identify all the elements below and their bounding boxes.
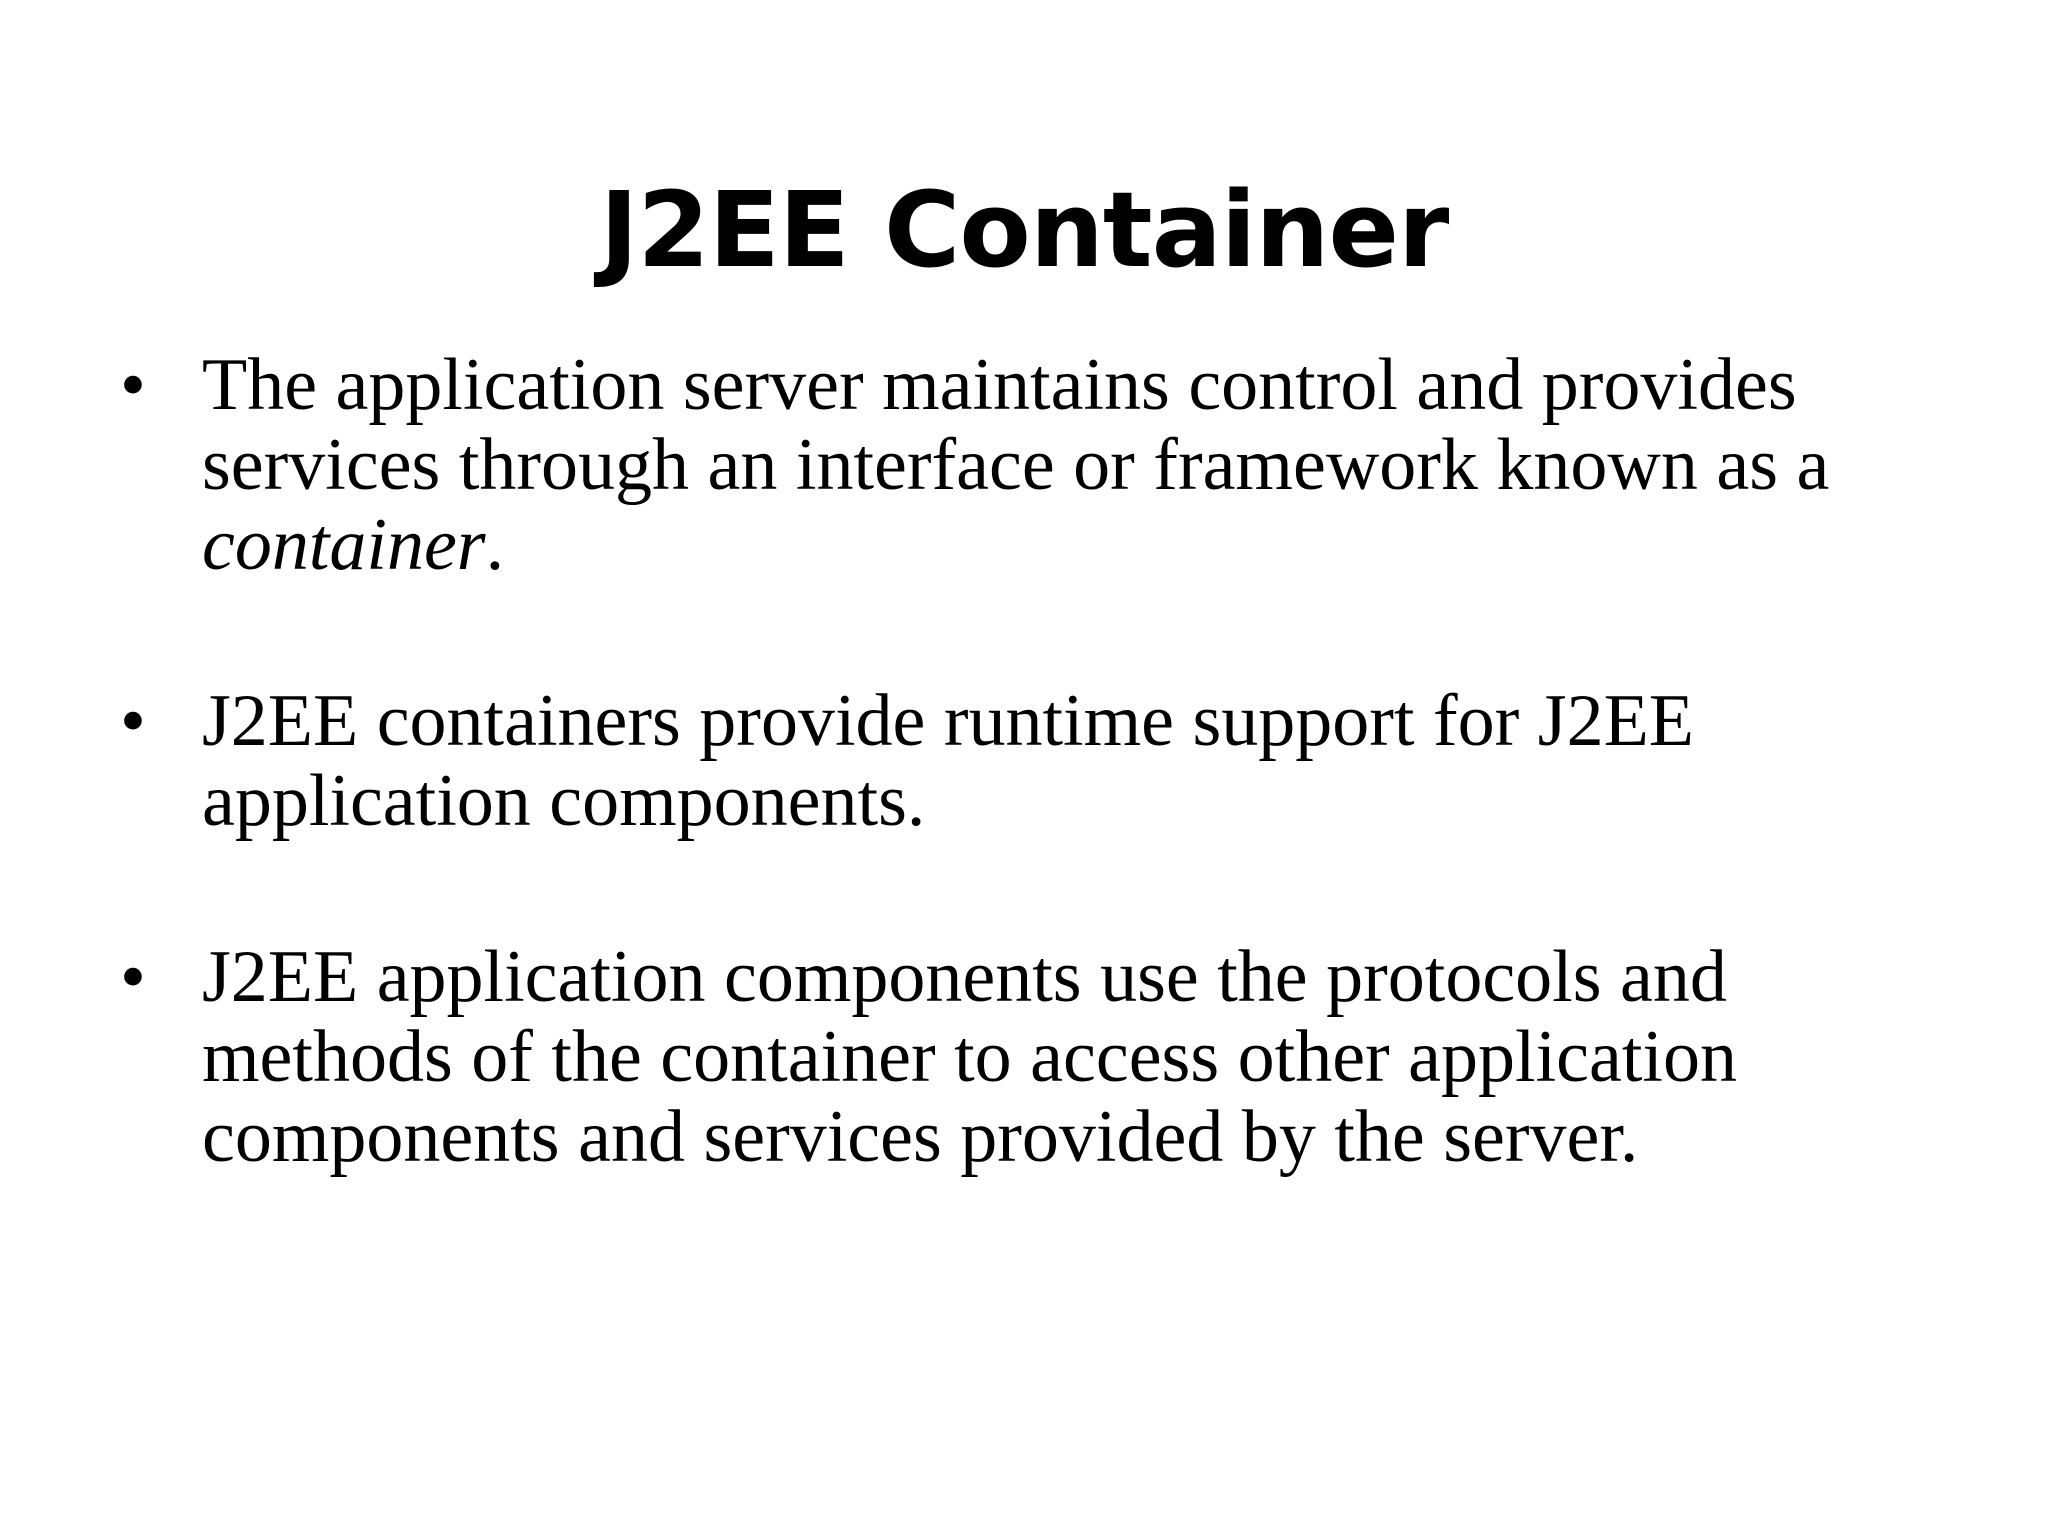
bullet-item-component-access (120, 937, 1840, 1177)
bullet-marker: • (120, 936, 146, 1018)
bullet-item-container-definition (120, 345, 1840, 585)
bullet-text: J2EE application components use the protocols and methods of the container to access other application components and services provided by the server. (202, 936, 1737, 1178)
bullet-text: J2EE containers provide runtime support for J2EE application components. (202, 680, 1694, 842)
bullet-item-runtime-support (120, 681, 1840, 841)
bullet-text: The application server maintains control and provides services through an interface or framework known as a (202, 344, 1830, 506)
bullet-emphasis-text: container (202, 504, 486, 586)
bullet-marker: • (120, 344, 146, 426)
bullet-list (120, 345, 1840, 1177)
bullet-punctuation: . (485, 504, 505, 586)
slide-title: J2EE Container (599, 168, 1449, 291)
bullet-marker: • (120, 680, 146, 762)
